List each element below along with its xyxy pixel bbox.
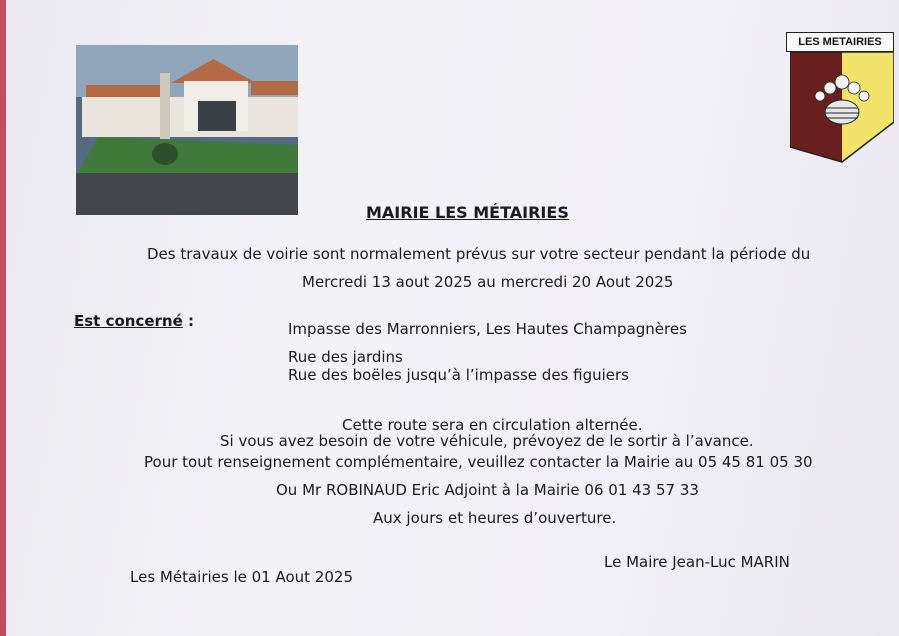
notice-line-5: Aux jours et heures d’ouverture.: [373, 509, 617, 527]
street-item: Rue des jardins: [288, 348, 403, 366]
crest-banner: LES METAIRIES: [786, 32, 894, 52]
notice-line-2: Si vous avez besoin de votre véhicule, prévoyez de le sortir à l’avance.: [220, 432, 754, 450]
notice-line-4: Ou Mr ROBINAUD Eric Adjoint à la Mairie 06 01 43 57 33: [276, 481, 699, 499]
intro-line-2: Mercredi 13 aout 2025 au mercredi 20 Aout 2025: [302, 273, 674, 291]
concerned-suffix: :: [182, 312, 194, 330]
town-hall-photo: [76, 45, 298, 215]
concerned-label: Est concerné: [74, 312, 183, 330]
street-item: Rue des boëles jusqu’à l’impasse des figuiers: [288, 366, 629, 384]
concerned-heading: [74, 312, 194, 330]
page-title: MAIRIE LES MÉTAIRIES: [366, 203, 569, 222]
mayor-signature: Le Maire Jean-Luc MARIN: [604, 553, 790, 571]
notice-line-3: Pour tout renseignement complémentaire, veuillez contacter la Mairie au 05 45 81 05 30: [144, 453, 813, 471]
crest-shield-icon: [790, 52, 894, 167]
town-crest: [786, 32, 896, 167]
intro-line-1: Des travaux de voirie sont normalement prévus sur votre secteur pendant la période du: [147, 245, 811, 263]
place-date: Les Métairies le 01 Aout 2025: [130, 568, 353, 586]
street-item: Impasse des Marronniers, Les Hautes Champagnères: [288, 320, 687, 338]
notice-line-1: Cette route sera en circulation alternée.: [342, 416, 643, 434]
